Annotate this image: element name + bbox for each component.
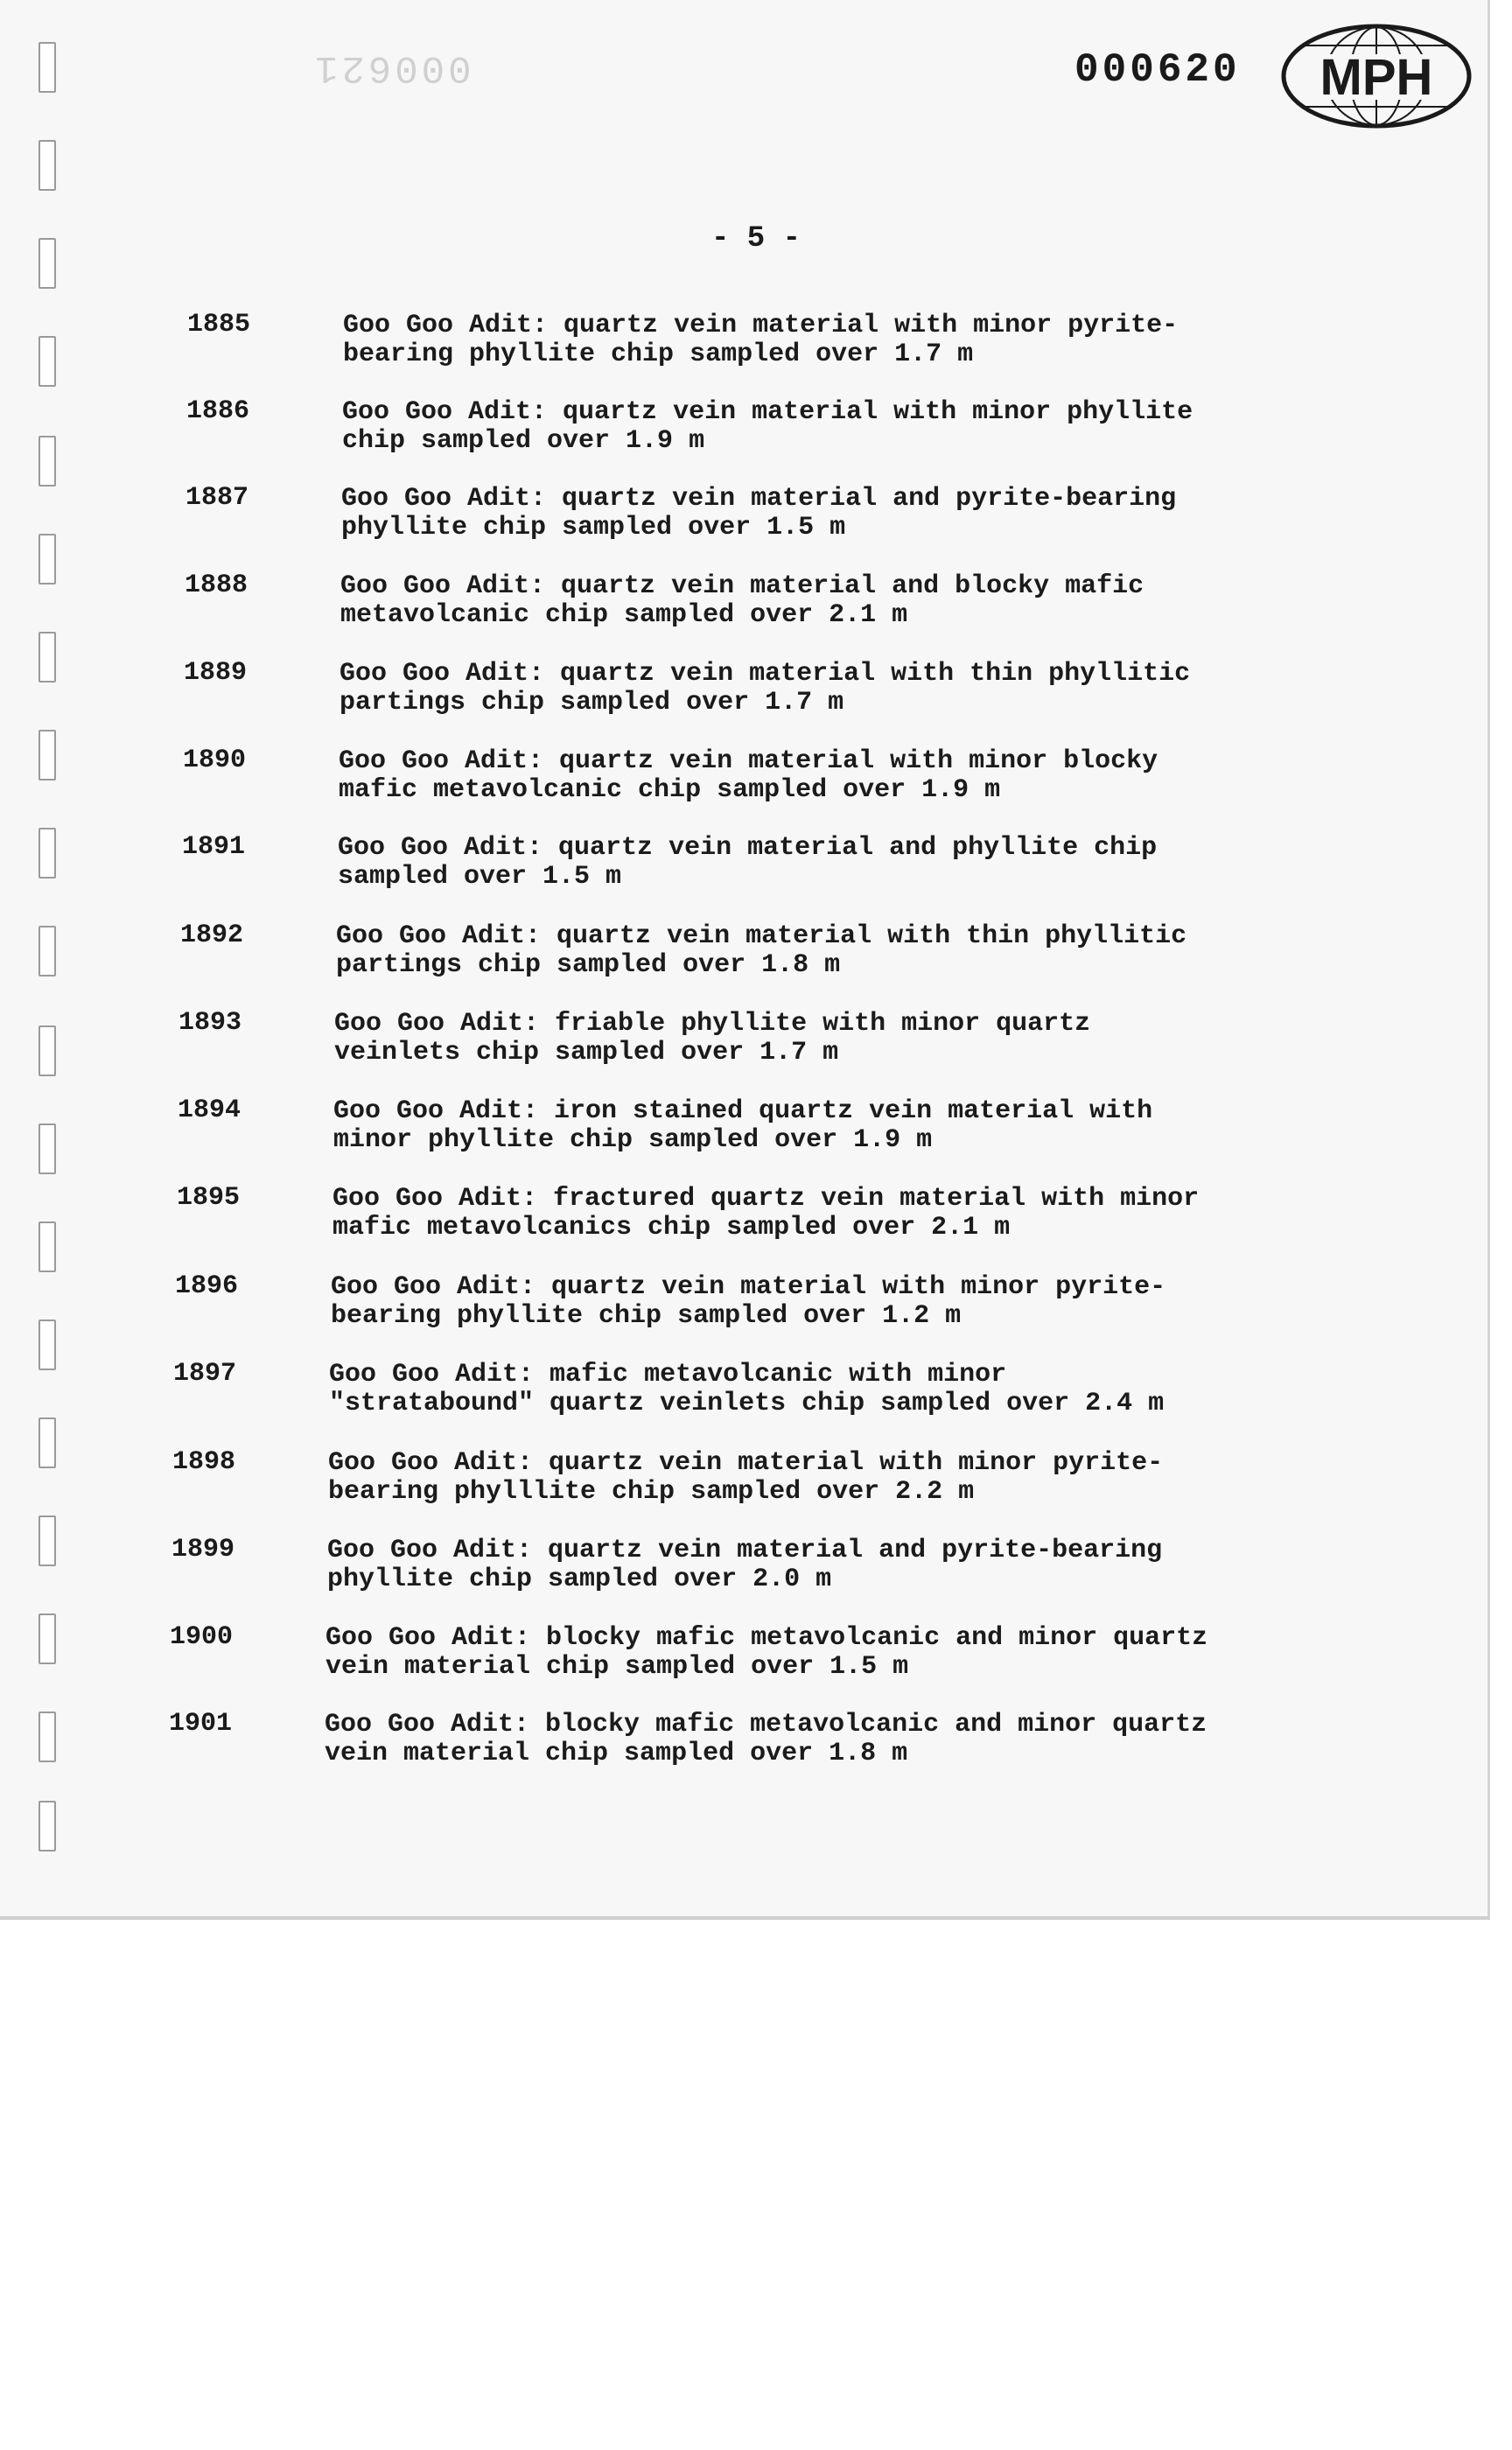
sample-number: 1897 (173, 1359, 237, 1389)
sample-description: Goo Goo Adit: quartz vein material and phyllite chip sampled over 1.5 m (338, 833, 1158, 892)
location-label: Goo Goo Adit: (341, 484, 547, 514)
sample-description: Goo Goo Adit: quartz vein material with minor pyrite- bearing phyllite chip sampled over 1.7 m (343, 311, 1179, 369)
punch-hole (38, 140, 56, 191)
sample-description: Goo Goo Adit: fractured quartz vein material with minor mafic metavolcanics chip sampled over 2.1 m (332, 1184, 1200, 1242)
sample-description: Goo Goo Adit: quartz vein material and blocky mafic metavolcanic chip sampled over 2.1 m (340, 571, 1144, 630)
sample-number: 1893 (178, 1008, 242, 1038)
sample-number: 1898 (172, 1447, 236, 1477)
sample-number: 1888 (185, 570, 248, 600)
location-label: Goo Goo Adit: (340, 659, 545, 689)
sample-description: Goo Goo Adit: quartz vein material with thin phyllitic partings chip sampled over 1.7 m (340, 659, 1191, 718)
punch-hole (38, 1026, 56, 1076)
sample-description: Goo Goo Adit: blocky mafic metavolcanic and minor quartz vein material chip sampled over 1.8 m (325, 1710, 1208, 1768)
punch-hole (38, 336, 56, 387)
sample-description: Goo Goo Adit: iron stained quartz vein material with minor phyllite chip sampled over 1.9 m (333, 1096, 1153, 1155)
location-label: Goo Goo Adit: (329, 1360, 535, 1390)
sample-number: 1887 (186, 483, 249, 513)
punch-hole (38, 632, 56, 682)
sample-description: Goo Goo Adit: blocky mafic metavolcanic and minor quartz vein material chip sampled over 1.5 m (326, 1623, 1208, 1682)
punch-hole (38, 828, 56, 878)
punch-hole (38, 436, 56, 486)
location-label: Goo Goo Adit: (336, 921, 542, 951)
bleed-through-number: 000621 (312, 46, 472, 89)
sample-number: 1890 (183, 746, 247, 775)
punch-hole (38, 1124, 56, 1174)
location-label: Goo Goo Adit: (327, 1536, 533, 1565)
sample-description: Goo Goo Adit: quartz vein material with minor pyrite- bearing phylllite chip sampled over 2.2 m (328, 1448, 1164, 1507)
location-label: Goo Goo Adit: (325, 1710, 530, 1740)
sample-number: 1891 (182, 832, 246, 862)
punch-hole (38, 1516, 56, 1566)
sample-description: Goo Goo Adit: quartz vein material with minor phyllite chip sampled over 1.9 m (342, 397, 1194, 456)
sample-number: 1885 (187, 310, 251, 340)
sample-description: Goo Goo Adit: quartz vein material with minor blocky mafic metavolcanic chip sampled over 1.9 m (339, 746, 1158, 805)
binder-punch-holes (38, 42, 60, 1862)
sample-number: 1886 (186, 396, 250, 426)
punch-hole (38, 1712, 56, 1762)
sample-number: 1896 (175, 1271, 239, 1301)
location-label: Goo Goo Adit: (343, 311, 549, 340)
location-label: Goo Goo Adit: (339, 746, 544, 776)
sample-description: Goo Goo Adit: mafic metavolcanic with minor "stratabound" quartz veinlets chip sampled over 2.4 m (329, 1360, 1165, 1418)
punch-hole (38, 730, 56, 780)
location-label: Goo Goo Adit: (333, 1096, 539, 1126)
location-label: Goo Goo Adit: (340, 571, 546, 601)
punch-hole (38, 1320, 56, 1370)
sample-description: Goo Goo Adit: quartz vein material with minor pyrite- bearing phyllite chip sampled over 1.2 m (331, 1272, 1166, 1331)
location-label: Goo Goo Adit: (342, 397, 548, 427)
sample-number: 1894 (178, 1096, 242, 1125)
punch-hole (38, 1801, 56, 1852)
sample-number: 1889 (184, 658, 248, 688)
punch-hole (38, 1614, 56, 1664)
sample-number: 1892 (180, 920, 244, 950)
sample-number: 1899 (172, 1535, 235, 1564)
punch-hole (38, 42, 56, 93)
logo-text: MPH (1320, 49, 1433, 106)
location-label: Goo Goo Adit: (338, 833, 543, 863)
location-label: Goo Goo Adit: (331, 1272, 536, 1302)
sample-number: 1900 (170, 1622, 234, 1652)
punch-hole (38, 926, 56, 976)
punch-hole (38, 1418, 56, 1468)
page-number: - 5 - (710, 222, 802, 256)
sample-description: Goo Goo Adit: friable phyllite with minor quartz veinlets chip sampled over 1.7 m (334, 1009, 1091, 1068)
sample-description: Goo Goo Adit: quartz vein material with thin phyllitic partings chip sampled over 1.8 m (336, 921, 1187, 980)
location-label: Goo Goo Adit: (332, 1184, 538, 1214)
location-label: Goo Goo Adit: (334, 1009, 540, 1039)
sample-description: Goo Goo Adit: quartz vein material and pyrite-bearing phyllite chip sampled over 2.0 m (327, 1536, 1163, 1594)
mph-logo (1279, 21, 1474, 131)
punch-hole (38, 1222, 56, 1272)
location-label: Goo Goo Adit: (328, 1448, 534, 1478)
sample-description: Goo Goo Adit: quartz vein material and pyrite-bearing phyllite chip sampled over 1.5 m (341, 484, 1177, 542)
document-number: 000620 (1074, 47, 1241, 93)
sample-number: 1895 (177, 1183, 241, 1213)
punch-hole (38, 534, 56, 584)
sample-number: 1901 (169, 1709, 233, 1739)
location-label: Goo Goo Adit: (326, 1623, 531, 1653)
